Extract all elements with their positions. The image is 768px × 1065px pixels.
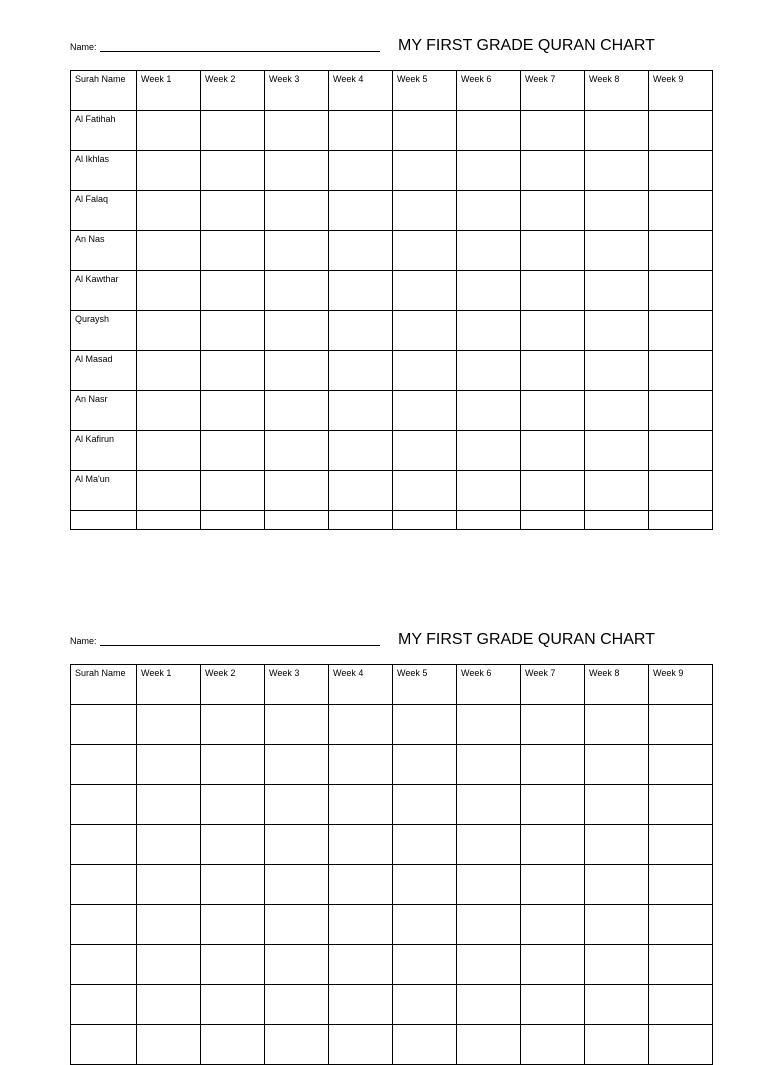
week-5-cell[interactable] bbox=[393, 705, 457, 745]
surah-name-cell bbox=[71, 825, 137, 865]
week-9-cell[interactable] bbox=[649, 1025, 713, 1065]
week-5-cell[interactable] bbox=[393, 825, 457, 865]
week-2-cell[interactable] bbox=[201, 111, 265, 151]
week-8-cell[interactable] bbox=[585, 271, 649, 311]
week-8-cell[interactable] bbox=[585, 945, 649, 985]
week-4-cell[interactable] bbox=[329, 311, 393, 351]
week-5-cell[interactable] bbox=[393, 191, 457, 231]
week-9-cell[interactable] bbox=[649, 785, 713, 825]
week-5-cell[interactable] bbox=[393, 391, 457, 431]
column-header: Week 8 bbox=[585, 665, 649, 705]
week-6-cell[interactable] bbox=[457, 191, 521, 231]
week-1-cell[interactable] bbox=[137, 705, 201, 745]
week-2-cell[interactable] bbox=[201, 785, 265, 825]
week-4-cell[interactable] bbox=[329, 1025, 393, 1065]
name-label: Name: bbox=[70, 42, 97, 52]
week-4-cell[interactable] bbox=[329, 151, 393, 191]
table-row bbox=[71, 311, 713, 351]
table-row bbox=[71, 431, 713, 471]
week-1-cell[interactable] bbox=[137, 231, 201, 271]
week-4-cell[interactable] bbox=[329, 985, 393, 1025]
column-header: Surah Name bbox=[71, 71, 137, 111]
week-6-cell[interactable] bbox=[457, 985, 521, 1025]
column-header: Week 5 bbox=[393, 71, 457, 111]
week-8-cell[interactable] bbox=[585, 905, 649, 945]
table-row-empty bbox=[71, 511, 713, 530]
week-2-cell[interactable] bbox=[201, 351, 265, 391]
week-1-cell[interactable] bbox=[137, 391, 201, 431]
week-2-cell[interactable] bbox=[201, 271, 265, 311]
week-2-cell[interactable] bbox=[201, 231, 265, 271]
table-row bbox=[71, 1025, 713, 1065]
week-3-cell[interactable] bbox=[265, 705, 329, 745]
surah-name-cell bbox=[71, 785, 137, 825]
week-4-cell[interactable] bbox=[329, 865, 393, 905]
week-6-cell[interactable] bbox=[457, 391, 521, 431]
week-6-cell[interactable] bbox=[457, 785, 521, 825]
table-header-row bbox=[71, 665, 713, 705]
week-8-cell[interactable] bbox=[585, 351, 649, 391]
week-1-cell[interactable] bbox=[137, 825, 201, 865]
week-7-cell[interactable] bbox=[521, 191, 585, 231]
week-8-cell[interactable] bbox=[585, 111, 649, 151]
week-1-cell[interactable] bbox=[137, 945, 201, 985]
table-cell[interactable] bbox=[71, 511, 137, 530]
week-5-cell[interactable] bbox=[393, 311, 457, 351]
week-5-cell[interactable] bbox=[393, 351, 457, 391]
week-9-cell[interactable] bbox=[649, 865, 713, 905]
column-header: Surah Name bbox=[71, 665, 137, 705]
surah-name-cell bbox=[71, 1025, 137, 1065]
week-3-cell[interactable] bbox=[265, 431, 329, 471]
table-row bbox=[71, 391, 713, 431]
week-1-cell[interactable] bbox=[137, 745, 201, 785]
column-header: Week 2 bbox=[201, 665, 265, 705]
surah-name-cell: An Nasr bbox=[71, 391, 137, 431]
week-1-cell[interactable] bbox=[137, 431, 201, 471]
week-9-cell[interactable] bbox=[649, 311, 713, 351]
week-7-cell[interactable] bbox=[521, 1025, 585, 1065]
column-header: Week 9 bbox=[649, 71, 713, 111]
surah-name-cell: Al Kafirun bbox=[71, 431, 137, 471]
table-row bbox=[71, 785, 713, 825]
week-8-cell[interactable] bbox=[585, 471, 649, 511]
week-3-cell[interactable] bbox=[265, 945, 329, 985]
week-5-cell[interactable] bbox=[393, 785, 457, 825]
week-7-cell[interactable] bbox=[521, 271, 585, 311]
table-row bbox=[71, 471, 713, 511]
week-2-cell[interactable] bbox=[201, 431, 265, 471]
week-4-cell[interactable] bbox=[329, 111, 393, 151]
week-1-cell[interactable] bbox=[137, 191, 201, 231]
week-6-cell[interactable] bbox=[457, 905, 521, 945]
week-1-cell[interactable] bbox=[137, 785, 201, 825]
table-cell[interactable] bbox=[649, 511, 713, 530]
week-9-cell[interactable] bbox=[649, 191, 713, 231]
week-7-cell[interactable] bbox=[521, 745, 585, 785]
week-6-cell[interactable] bbox=[457, 825, 521, 865]
week-2-cell[interactable] bbox=[201, 865, 265, 905]
table-row bbox=[71, 151, 713, 191]
week-8-cell[interactable] bbox=[585, 985, 649, 1025]
week-8-cell[interactable] bbox=[585, 1025, 649, 1065]
column-header: Week 6 bbox=[457, 71, 521, 111]
table-header-row bbox=[71, 71, 713, 111]
surah-name-cell: Quraysh bbox=[71, 311, 137, 351]
week-7-cell[interactable] bbox=[521, 905, 585, 945]
week-1-cell[interactable] bbox=[137, 905, 201, 945]
week-9-cell[interactable] bbox=[649, 231, 713, 271]
week-6-cell[interactable] bbox=[457, 431, 521, 471]
week-3-cell[interactable] bbox=[265, 271, 329, 311]
week-6-cell[interactable] bbox=[457, 471, 521, 511]
table-cell[interactable] bbox=[201, 511, 265, 530]
week-8-cell[interactable] bbox=[585, 431, 649, 471]
week-7-cell[interactable] bbox=[521, 151, 585, 191]
surah-name-cell: Al Fatihah bbox=[71, 111, 137, 151]
surah-name-cell bbox=[71, 865, 137, 905]
week-5-cell[interactable] bbox=[393, 471, 457, 511]
week-6-cell[interactable] bbox=[457, 865, 521, 905]
week-6-cell[interactable] bbox=[457, 231, 521, 271]
surah-name-cell bbox=[71, 905, 137, 945]
week-1-cell[interactable] bbox=[137, 351, 201, 391]
week-1-cell[interactable] bbox=[137, 865, 201, 905]
week-3-cell[interactable] bbox=[265, 351, 329, 391]
week-5-cell[interactable] bbox=[393, 271, 457, 311]
week-4-cell[interactable] bbox=[329, 351, 393, 391]
column-header: Week 1 bbox=[137, 71, 201, 111]
week-4-cell[interactable] bbox=[329, 391, 393, 431]
column-header: Week 5 bbox=[393, 665, 457, 705]
week-5-cell[interactable] bbox=[393, 111, 457, 151]
table-row bbox=[71, 705, 713, 745]
week-9-cell[interactable] bbox=[649, 471, 713, 511]
week-3-cell[interactable] bbox=[265, 785, 329, 825]
week-8-cell[interactable] bbox=[585, 825, 649, 865]
table-cell[interactable] bbox=[329, 511, 393, 530]
week-2-cell[interactable] bbox=[201, 905, 265, 945]
week-8-cell[interactable] bbox=[585, 231, 649, 271]
surah-name-cell: Al Falaq bbox=[71, 191, 137, 231]
table-cell[interactable] bbox=[137, 511, 201, 530]
week-3-cell[interactable] bbox=[265, 391, 329, 431]
week-8-cell[interactable] bbox=[585, 311, 649, 351]
week-1-cell[interactable] bbox=[137, 985, 201, 1025]
week-3-cell[interactable] bbox=[265, 191, 329, 231]
week-7-cell[interactable] bbox=[521, 825, 585, 865]
column-header: Week 3 bbox=[265, 665, 329, 705]
week-2-cell[interactable] bbox=[201, 191, 265, 231]
week-1-cell[interactable] bbox=[137, 471, 201, 511]
table-row bbox=[71, 271, 713, 311]
column-header: Week 8 bbox=[585, 71, 649, 111]
week-3-cell[interactable] bbox=[265, 985, 329, 1025]
surah-name-cell bbox=[71, 985, 137, 1025]
week-9-cell[interactable] bbox=[649, 391, 713, 431]
column-header: Week 4 bbox=[329, 71, 393, 111]
table-row bbox=[71, 351, 713, 391]
week-1-cell[interactable] bbox=[137, 151, 201, 191]
week-7-cell[interactable] bbox=[521, 785, 585, 825]
table-row bbox=[71, 825, 713, 865]
table-cell[interactable] bbox=[265, 511, 329, 530]
chart-1-body bbox=[71, 111, 713, 511]
week-5-cell[interactable] bbox=[393, 945, 457, 985]
table-row bbox=[71, 745, 713, 785]
table-row bbox=[71, 905, 713, 945]
week-9-cell[interactable] bbox=[649, 151, 713, 191]
week-1-cell[interactable] bbox=[137, 111, 201, 151]
table-row bbox=[71, 231, 713, 271]
surah-name-cell bbox=[71, 705, 137, 745]
week-5-cell[interactable] bbox=[393, 745, 457, 785]
week-7-cell[interactable] bbox=[521, 865, 585, 905]
week-2-cell[interactable] bbox=[201, 471, 265, 511]
week-7-cell[interactable] bbox=[521, 431, 585, 471]
week-2-cell[interactable] bbox=[201, 705, 265, 745]
week-6-cell[interactable] bbox=[457, 111, 521, 151]
column-header: Week 4 bbox=[329, 665, 393, 705]
name-write-line[interactable] bbox=[100, 645, 380, 646]
week-2-cell[interactable] bbox=[201, 945, 265, 985]
week-5-cell[interactable] bbox=[393, 231, 457, 271]
week-2-cell[interactable] bbox=[201, 745, 265, 785]
week-9-cell[interactable] bbox=[649, 351, 713, 391]
week-6-cell[interactable] bbox=[457, 745, 521, 785]
table-cell[interactable] bbox=[393, 511, 457, 530]
week-8-cell[interactable] bbox=[585, 151, 649, 191]
quran-chart-table-1 bbox=[70, 70, 713, 530]
week-3-cell[interactable] bbox=[265, 745, 329, 785]
week-9-cell[interactable] bbox=[649, 985, 713, 1025]
week-7-cell[interactable] bbox=[521, 985, 585, 1025]
week-5-cell[interactable] bbox=[393, 1025, 457, 1065]
week-9-cell[interactable] bbox=[649, 431, 713, 471]
table-row bbox=[71, 945, 713, 985]
week-7-cell[interactable] bbox=[521, 705, 585, 745]
surah-name-cell: Al Kawthar bbox=[71, 271, 137, 311]
column-header: Week 7 bbox=[521, 665, 585, 705]
week-3-cell[interactable] bbox=[265, 865, 329, 905]
column-header: Week 9 bbox=[649, 665, 713, 705]
week-5-cell[interactable] bbox=[393, 151, 457, 191]
week-4-cell[interactable] bbox=[329, 231, 393, 271]
column-header: Week 3 bbox=[265, 71, 329, 111]
week-4-cell[interactable] bbox=[329, 471, 393, 511]
name-label: Name: bbox=[70, 636, 97, 646]
week-9-cell[interactable] bbox=[649, 945, 713, 985]
week-6-cell[interactable] bbox=[457, 271, 521, 311]
week-7-cell[interactable] bbox=[521, 391, 585, 431]
week-2-cell[interactable] bbox=[201, 151, 265, 191]
chart-header-1 bbox=[70, 26, 712, 56]
week-6-cell[interactable] bbox=[457, 311, 521, 351]
week-3-cell[interactable] bbox=[265, 151, 329, 191]
week-4-cell[interactable] bbox=[329, 431, 393, 471]
week-4-cell[interactable] bbox=[329, 191, 393, 231]
week-4-cell[interactable] bbox=[329, 705, 393, 745]
week-6-cell[interactable] bbox=[457, 351, 521, 391]
week-3-cell[interactable] bbox=[265, 471, 329, 511]
table-row bbox=[71, 985, 713, 1025]
week-9-cell[interactable] bbox=[649, 905, 713, 945]
column-header: Week 6 bbox=[457, 665, 521, 705]
week-3-cell[interactable] bbox=[265, 905, 329, 945]
week-8-cell[interactable] bbox=[585, 745, 649, 785]
week-3-cell[interactable] bbox=[265, 311, 329, 351]
surah-name-cell bbox=[71, 745, 137, 785]
week-8-cell[interactable] bbox=[585, 865, 649, 905]
week-4-cell[interactable] bbox=[329, 271, 393, 311]
week-9-cell[interactable] bbox=[649, 705, 713, 745]
week-5-cell[interactable] bbox=[393, 865, 457, 905]
week-1-cell[interactable] bbox=[137, 311, 201, 351]
table-row bbox=[71, 865, 713, 905]
column-header: Week 2 bbox=[201, 71, 265, 111]
week-2-cell[interactable] bbox=[201, 825, 265, 865]
week-7-cell[interactable] bbox=[521, 351, 585, 391]
week-4-cell[interactable] bbox=[329, 905, 393, 945]
chart-title: MY FIRST GRADE QURAN CHART bbox=[398, 37, 655, 54]
week-4-cell[interactable] bbox=[329, 945, 393, 985]
table-row bbox=[71, 111, 713, 151]
week-1-cell[interactable] bbox=[137, 271, 201, 311]
surah-name-cell: Al Ma'un bbox=[71, 471, 137, 511]
week-6-cell[interactable] bbox=[457, 705, 521, 745]
table-row bbox=[71, 191, 713, 231]
week-2-cell[interactable] bbox=[201, 1025, 265, 1065]
week-3-cell[interactable] bbox=[265, 111, 329, 151]
week-2-cell[interactable] bbox=[201, 311, 265, 351]
week-6-cell[interactable] bbox=[457, 1025, 521, 1065]
week-8-cell[interactable] bbox=[585, 785, 649, 825]
week-8-cell[interactable] bbox=[585, 191, 649, 231]
week-7-cell[interactable] bbox=[521, 471, 585, 511]
week-9-cell[interactable] bbox=[649, 825, 713, 865]
week-5-cell[interactable] bbox=[393, 905, 457, 945]
week-6-cell[interactable] bbox=[457, 945, 521, 985]
table-cell[interactable] bbox=[585, 511, 649, 530]
surah-name-cell: Al Masad bbox=[71, 351, 137, 391]
week-5-cell[interactable] bbox=[393, 985, 457, 1025]
surah-name-cell: Al Ikhlas bbox=[71, 151, 137, 191]
week-7-cell[interactable] bbox=[521, 945, 585, 985]
chart-2-body bbox=[71, 705, 713, 1065]
week-9-cell[interactable] bbox=[649, 111, 713, 151]
week-7-cell[interactable] bbox=[521, 111, 585, 151]
week-8-cell[interactable] bbox=[585, 391, 649, 431]
quran-chart-table-2 bbox=[70, 664, 713, 1065]
week-8-cell[interactable] bbox=[585, 705, 649, 745]
week-4-cell[interactable] bbox=[329, 745, 393, 785]
week-7-cell[interactable] bbox=[521, 311, 585, 351]
week-1-cell[interactable] bbox=[137, 1025, 201, 1065]
column-header: Week 7 bbox=[521, 71, 585, 111]
week-2-cell[interactable] bbox=[201, 985, 265, 1025]
name-write-line[interactable] bbox=[100, 51, 380, 52]
week-3-cell[interactable] bbox=[265, 1025, 329, 1065]
chart-header-2 bbox=[70, 620, 712, 650]
chart-title: MY FIRST GRADE QURAN CHART bbox=[398, 631, 655, 648]
week-4-cell[interactable] bbox=[329, 825, 393, 865]
week-2-cell[interactable] bbox=[201, 391, 265, 431]
week-9-cell[interactable] bbox=[649, 745, 713, 785]
week-6-cell[interactable] bbox=[457, 151, 521, 191]
surah-name-cell: An Nas bbox=[71, 231, 137, 271]
week-5-cell[interactable] bbox=[393, 431, 457, 471]
week-7-cell[interactable] bbox=[521, 231, 585, 271]
table-cell[interactable] bbox=[457, 511, 521, 530]
table-cell[interactable] bbox=[521, 511, 585, 530]
surah-name-cell bbox=[71, 945, 137, 985]
week-9-cell[interactable] bbox=[649, 271, 713, 311]
week-4-cell[interactable] bbox=[329, 785, 393, 825]
column-header: Week 1 bbox=[137, 665, 201, 705]
week-3-cell[interactable] bbox=[265, 825, 329, 865]
week-3-cell[interactable] bbox=[265, 231, 329, 271]
